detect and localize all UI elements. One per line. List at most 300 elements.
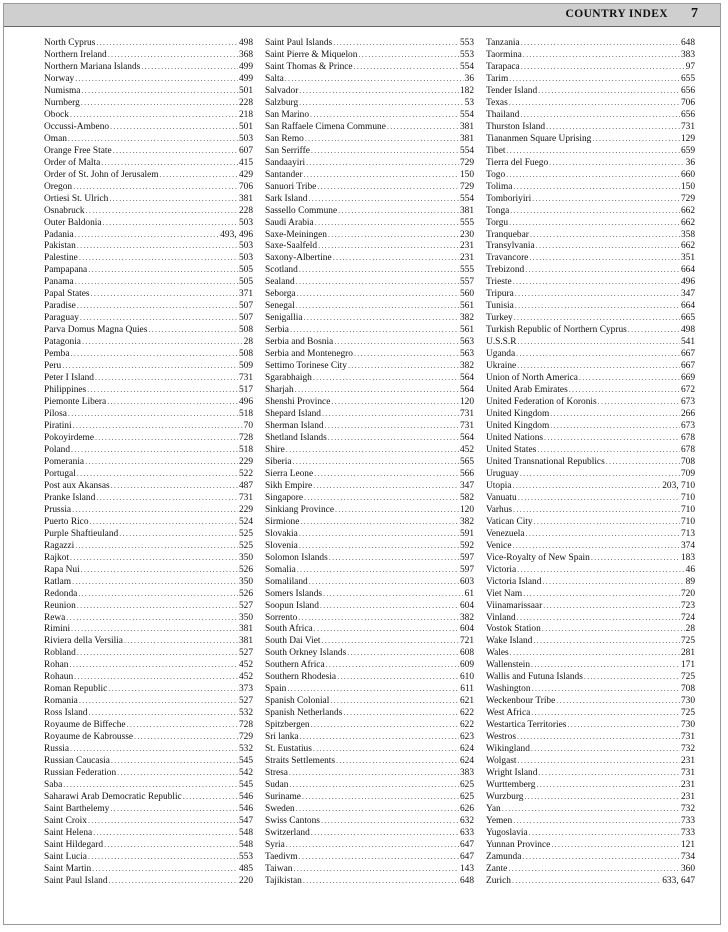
entry-name: Piemonte Libera	[44, 397, 107, 408]
entry-name: Orange Free State	[44, 145, 112, 156]
index-entry	[486, 719, 695, 731]
entry-name: Tonga	[486, 205, 510, 216]
dot-leader	[517, 612, 680, 624]
dot-leader	[517, 360, 680, 372]
index-entry	[44, 348, 253, 360]
page-number: 7	[691, 6, 698, 21]
index-column-2	[265, 37, 474, 887]
entry-name: Southern Rhodesia	[265, 672, 337, 683]
entry-page-number: 36	[464, 73, 474, 84]
dot-leader	[520, 468, 680, 480]
dot-leader	[512, 875, 661, 887]
index-entry	[44, 803, 253, 815]
entry-page-number: 231	[680, 780, 695, 791]
index-entry	[265, 827, 474, 839]
entry-name: Somers Islands	[265, 588, 323, 599]
entry-name: Syria	[265, 839, 285, 850]
index-entry	[265, 336, 474, 348]
entry-page-number: 729	[459, 181, 474, 192]
dot-leader	[75, 276, 238, 288]
entry-page-number: 230	[459, 229, 474, 240]
dot-leader	[69, 659, 237, 671]
dot-leader	[325, 420, 459, 432]
entry-name: Reunion	[44, 600, 76, 611]
entry-name: Slovenia	[265, 540, 298, 551]
dot-leader	[78, 588, 238, 600]
entry-name: North Cyprus	[44, 38, 96, 48]
entry-name: Poland	[44, 444, 71, 455]
index-entry	[265, 528, 474, 540]
dot-leader	[338, 205, 459, 217]
dot-leader	[515, 300, 680, 312]
dot-leader	[329, 552, 459, 564]
entry-page-number: 517	[238, 385, 253, 396]
index-entry	[486, 743, 695, 755]
dot-leader	[522, 851, 680, 863]
index-entry	[486, 121, 695, 133]
dot-leader	[160, 169, 238, 181]
dot-leader	[285, 73, 464, 85]
dot-leader	[113, 145, 238, 157]
dot-leader	[513, 480, 662, 492]
entry-name: Sorrento	[265, 612, 298, 623]
dot-leader	[70, 552, 238, 564]
entry-name: Saint Barthelemy	[44, 804, 110, 814]
index-entry	[486, 851, 695, 863]
entry-name: Nurnberg	[44, 97, 80, 108]
index-entry	[486, 827, 695, 839]
entry-name: Saint Pierre & Miquelon	[265, 49, 358, 60]
dot-leader	[304, 312, 459, 324]
entry-page-number: 665	[680, 313, 695, 324]
entry-name: Sirmione	[265, 516, 300, 527]
entry-page-number: 563	[459, 337, 474, 348]
entry-page-number: 70	[243, 421, 253, 431]
dot-leader	[117, 767, 238, 779]
entry-name: Rohan	[44, 660, 69, 671]
entry-name: Tender Island	[486, 85, 538, 96]
index-entry	[265, 875, 474, 887]
entry-page-number: 383	[680, 49, 695, 60]
entry-name: Trebizond	[486, 265, 525, 276]
entry-page-number: 710	[680, 516, 695, 527]
entry-name: Pomerania	[44, 456, 85, 467]
index-entry	[265, 49, 474, 61]
entry-page-number: 501	[238, 85, 253, 96]
index-entry	[265, 396, 474, 408]
entry-page-number: 518	[238, 444, 253, 455]
dot-leader	[333, 252, 459, 264]
entry-page-number: 632	[459, 815, 474, 826]
index-entry	[265, 240, 474, 252]
dot-leader	[300, 516, 459, 528]
entry-page-number: 350	[238, 576, 253, 587]
entry-name: Padania	[44, 229, 74, 240]
dot-leader	[542, 576, 684, 588]
index-entry	[486, 659, 695, 671]
entry-name: Pokoyirdeme	[44, 432, 94, 443]
dot-leader	[311, 827, 459, 839]
entry-page-number: 503	[238, 217, 253, 228]
entry-page-number: 730	[680, 696, 695, 707]
entry-page-number: 120	[459, 397, 474, 408]
dot-leader	[77, 240, 238, 252]
dot-leader	[311, 719, 459, 731]
dot-leader	[95, 432, 238, 444]
index-entry	[44, 288, 253, 300]
dot-leader	[293, 863, 458, 875]
entry-name: Wright Island	[486, 768, 538, 779]
index-entry	[486, 73, 695, 85]
entry-name: U.S.S.R	[486, 337, 517, 348]
dot-leader	[134, 731, 238, 743]
dot-leader	[536, 779, 680, 791]
entry-name: Ratlam	[44, 576, 72, 587]
entry-name: Saharawi Arab Democratic Republic	[44, 792, 182, 803]
dot-leader	[75, 229, 220, 241]
entry-name: Victoria Island	[486, 576, 542, 587]
entry-name: Zurich	[486, 875, 511, 886]
index-entry	[44, 552, 253, 564]
index-entry	[486, 863, 695, 875]
entry-page-number: 382	[459, 612, 474, 623]
entry-page-number: 732	[680, 744, 695, 755]
entry-page-number: 508	[238, 349, 253, 360]
index-entry	[486, 695, 695, 707]
entry-name: Wikingland	[486, 744, 530, 755]
dot-leader	[506, 145, 679, 157]
dot-leader	[358, 49, 459, 61]
dot-leader	[124, 635, 238, 647]
dot-leader	[518, 492, 680, 504]
entry-page-number: 662	[680, 205, 695, 216]
entry-name: Saint Hildegard	[44, 839, 104, 850]
entry-page-number: 220	[238, 875, 253, 886]
entry-name: Stresa	[265, 768, 288, 779]
entry-page-number: 734	[680, 851, 695, 862]
page-title: COUNTRY INDEX	[565, 8, 668, 20]
index-entry	[265, 552, 474, 564]
index-entry	[44, 109, 253, 121]
entry-page-number: 120	[459, 504, 474, 515]
dot-leader	[66, 612, 238, 624]
entry-page-number: 381	[459, 133, 474, 144]
entry-name: Zamunda	[486, 851, 522, 862]
dot-leader	[510, 647, 680, 659]
dot-leader	[68, 133, 238, 145]
dot-leader	[513, 276, 680, 288]
dot-leader	[299, 528, 459, 540]
dot-leader	[77, 468, 238, 480]
entry-name: Singapore	[265, 492, 304, 503]
entry-page-number: 708	[680, 456, 695, 467]
dot-leader	[516, 348, 680, 360]
entry-name: Texas	[486, 97, 508, 108]
index-entry	[44, 564, 253, 576]
entry-name: Romania	[44, 696, 78, 707]
index-entry	[265, 312, 474, 324]
index-entry	[44, 181, 253, 193]
entry-name: Serbia and Montenegro	[265, 349, 353, 360]
entry-page-number: 547	[238, 815, 253, 826]
entry-page-number: 706	[680, 97, 695, 108]
entry-page-number: 545	[238, 780, 253, 791]
entry-name: Tierra del Fuego	[486, 157, 549, 168]
entry-name: Varhus	[486, 504, 513, 515]
index-entry	[486, 671, 695, 683]
index-entry	[44, 444, 253, 456]
entry-page-number: 728	[238, 720, 253, 731]
index-entry	[265, 707, 474, 719]
entry-page-number: 647	[459, 851, 474, 862]
entry-page-number: 485	[238, 863, 253, 874]
index-entry	[265, 85, 474, 97]
dot-leader	[515, 288, 680, 300]
entry-page-number: 729	[238, 732, 253, 743]
dot-leader	[330, 695, 459, 707]
entry-page-number: 678	[680, 444, 695, 455]
entry-page-number: 527	[238, 648, 253, 659]
entry-page-number: 542	[238, 768, 253, 779]
entry-page-number: 525	[238, 540, 253, 551]
entry-page-number: 648	[680, 38, 695, 48]
entry-name: Norway	[44, 73, 75, 84]
entry-name: Sweden	[265, 804, 295, 814]
entry-page-number: 731	[680, 121, 695, 132]
dot-leader	[86, 205, 238, 217]
entry-page-number: 603	[459, 576, 474, 587]
entry-page-number: 548	[238, 827, 253, 838]
entry-page-number: 505	[238, 277, 253, 288]
dot-leader	[306, 157, 459, 169]
index-entry	[44, 576, 253, 588]
index-entry	[486, 288, 695, 300]
entry-page-number: 503	[238, 253, 253, 264]
dot-leader	[296, 276, 459, 288]
entry-page-number: 498	[238, 38, 253, 48]
entry-name: Wolgast	[486, 756, 517, 767]
entry-page-number: 667	[680, 349, 695, 360]
entry-name: San Marino	[265, 109, 310, 120]
entry-page-number: 228	[238, 97, 253, 108]
entry-name: Royaume de Kabrousse	[44, 732, 134, 743]
entry-name: Parva Domus Magna Quies	[44, 325, 148, 336]
entry-name: Peter I Island	[44, 373, 94, 384]
entry-page-number: 61	[464, 588, 474, 599]
entry-page-number: 611	[460, 684, 474, 695]
entry-page-number: 708	[680, 684, 695, 695]
index-entry	[44, 408, 253, 420]
dot-leader	[322, 635, 459, 647]
entry-name: Numisma	[44, 85, 81, 96]
index-entry	[486, 456, 695, 468]
dot-leader	[110, 121, 238, 133]
entry-page-number: 713	[680, 528, 695, 539]
index-entry	[486, 193, 695, 205]
entry-page-number: 623	[459, 732, 474, 743]
entry-name: Order of St. John of Jerusalem	[44, 169, 159, 180]
entry-name: Viinamarissaar	[486, 600, 543, 611]
entry-name: Panama	[44, 277, 74, 288]
dot-leader	[309, 576, 459, 588]
entry-page-number: 231	[459, 253, 474, 264]
index-entry	[44, 707, 253, 719]
index-entry	[265, 791, 474, 803]
entry-name: Wake Island	[486, 636, 533, 647]
index-entry	[44, 61, 253, 73]
dot-leader	[70, 109, 238, 121]
index-entry	[265, 348, 474, 360]
dot-leader	[297, 564, 459, 576]
entry-page-number: 564	[459, 385, 474, 396]
entry-page-number: 733	[680, 815, 695, 826]
index-entry	[44, 312, 253, 324]
entry-page-number: 597	[459, 564, 474, 575]
entry-page-number: 678	[680, 432, 695, 443]
entry-name: Ukraine	[486, 361, 517, 372]
dot-leader	[592, 133, 680, 145]
entry-name: Saudi Arabia	[265, 217, 314, 228]
dot-leader	[298, 612, 459, 624]
entry-name: Tajikistan	[265, 875, 302, 886]
dot-leader	[531, 659, 680, 671]
index-entry	[486, 791, 695, 803]
dot-leader	[72, 576, 238, 588]
index-entry	[265, 635, 474, 647]
index-entry	[486, 647, 695, 659]
entry-name: Royaume de Biffeche	[44, 720, 126, 731]
entry-name: Sinkiang Province	[265, 504, 335, 515]
entry-page-number: 452	[238, 672, 253, 683]
entry-page-number: 229	[238, 504, 253, 515]
entry-name: Yan	[486, 804, 501, 814]
entry-name: Settimo Torinese City	[265, 361, 347, 372]
entry-name: Saint Paul Islands	[265, 38, 333, 48]
dot-leader	[534, 516, 680, 528]
index-entry	[265, 540, 474, 552]
entry-page-number: 526	[238, 588, 253, 599]
index-entry	[44, 600, 253, 612]
index-entry	[44, 49, 253, 61]
index-entry	[486, 61, 695, 73]
index-entry	[486, 229, 695, 241]
index-entry	[486, 528, 695, 540]
entry-page-number: 732	[680, 804, 695, 814]
entry-name: Tripura	[486, 289, 514, 300]
entry-name: Sierra Leone	[265, 468, 314, 479]
index-entry	[265, 456, 474, 468]
dot-leader	[304, 169, 459, 181]
dot-leader	[533, 635, 680, 647]
entry-page-number: 525	[238, 528, 253, 539]
entry-name: Saxe-Saalfeld	[265, 241, 318, 252]
dot-leader	[299, 851, 459, 863]
entry-name: Rohaun	[44, 672, 74, 683]
dot-leader	[88, 815, 238, 827]
dot-leader	[510, 205, 680, 217]
index-entry	[265, 61, 474, 73]
index-entry	[44, 468, 253, 480]
dot-leader	[82, 336, 243, 348]
dot-leader	[62, 360, 238, 372]
entry-name: Order of Malta	[44, 157, 101, 168]
index-entry	[44, 396, 253, 408]
dot-leader	[101, 157, 238, 169]
entry-page-number: 548	[238, 839, 253, 850]
index-entry	[486, 85, 695, 97]
entry-page-number: 554	[459, 145, 474, 156]
entry-page-number: 561	[459, 301, 474, 312]
dot-leader	[569, 384, 680, 396]
index-entry	[265, 444, 474, 456]
entry-page-number: 608	[459, 648, 474, 659]
dot-leader	[579, 372, 680, 384]
entry-name: Solomon Islands	[265, 552, 328, 563]
entry-page-number: 383	[459, 768, 474, 779]
index-entry	[486, 588, 695, 600]
entry-name: Patagonia	[44, 337, 81, 348]
dot-leader	[526, 528, 680, 540]
index-entry	[265, 181, 474, 193]
entry-name: Sherman Island	[265, 421, 324, 431]
index-entry	[44, 623, 253, 635]
entry-name: Shetland Islands	[265, 432, 327, 443]
dot-leader	[71, 444, 238, 456]
index-entry	[44, 432, 253, 444]
entry-name: St. Eustatius	[265, 744, 312, 755]
dot-leader	[111, 755, 238, 767]
dot-leader	[354, 348, 459, 360]
entry-name: Papal States	[44, 289, 90, 300]
dot-leader	[92, 863, 238, 875]
entry-page-number: 183	[680, 552, 695, 563]
index-entry	[486, 324, 695, 336]
dot-leader	[546, 121, 680, 133]
entry-name: Spitzbergen	[265, 720, 310, 731]
entry-page-number: 382	[459, 313, 474, 324]
entry-name: Victoria	[486, 564, 517, 575]
entry-name: Wallis and Futuna Islands	[486, 672, 583, 683]
dot-leader	[518, 755, 680, 767]
dot-leader	[75, 73, 238, 85]
index-entry	[44, 492, 253, 504]
entry-page-number: 496	[238, 397, 253, 408]
entry-page-number: 566	[459, 468, 474, 479]
index-entry	[486, 300, 695, 312]
entry-name: Outer Baldonia	[44, 217, 102, 228]
index-entry	[44, 540, 253, 552]
dot-leader	[549, 157, 684, 169]
entry-page-number: 373	[238, 684, 253, 695]
entry-page-number: 721	[459, 636, 474, 647]
entry-page-number: 723	[680, 600, 695, 611]
entry-name: South Dai Viet	[265, 636, 321, 647]
entry-page-number: 725	[680, 636, 695, 647]
entry-page-number: 143	[459, 863, 474, 874]
dot-leader	[79, 252, 238, 264]
dot-leader	[513, 815, 680, 827]
entry-name: Pampapana	[44, 265, 88, 276]
dot-leader	[538, 85, 680, 97]
index-entry	[486, 217, 695, 229]
entry-page-number: 729	[680, 193, 695, 204]
dot-leader	[104, 839, 238, 851]
dot-leader	[95, 372, 238, 384]
entry-page-number: 720	[680, 588, 695, 599]
entry-name: San Remo	[265, 133, 304, 144]
dot-leader	[544, 432, 680, 444]
entry-name: Oregon	[44, 181, 73, 192]
